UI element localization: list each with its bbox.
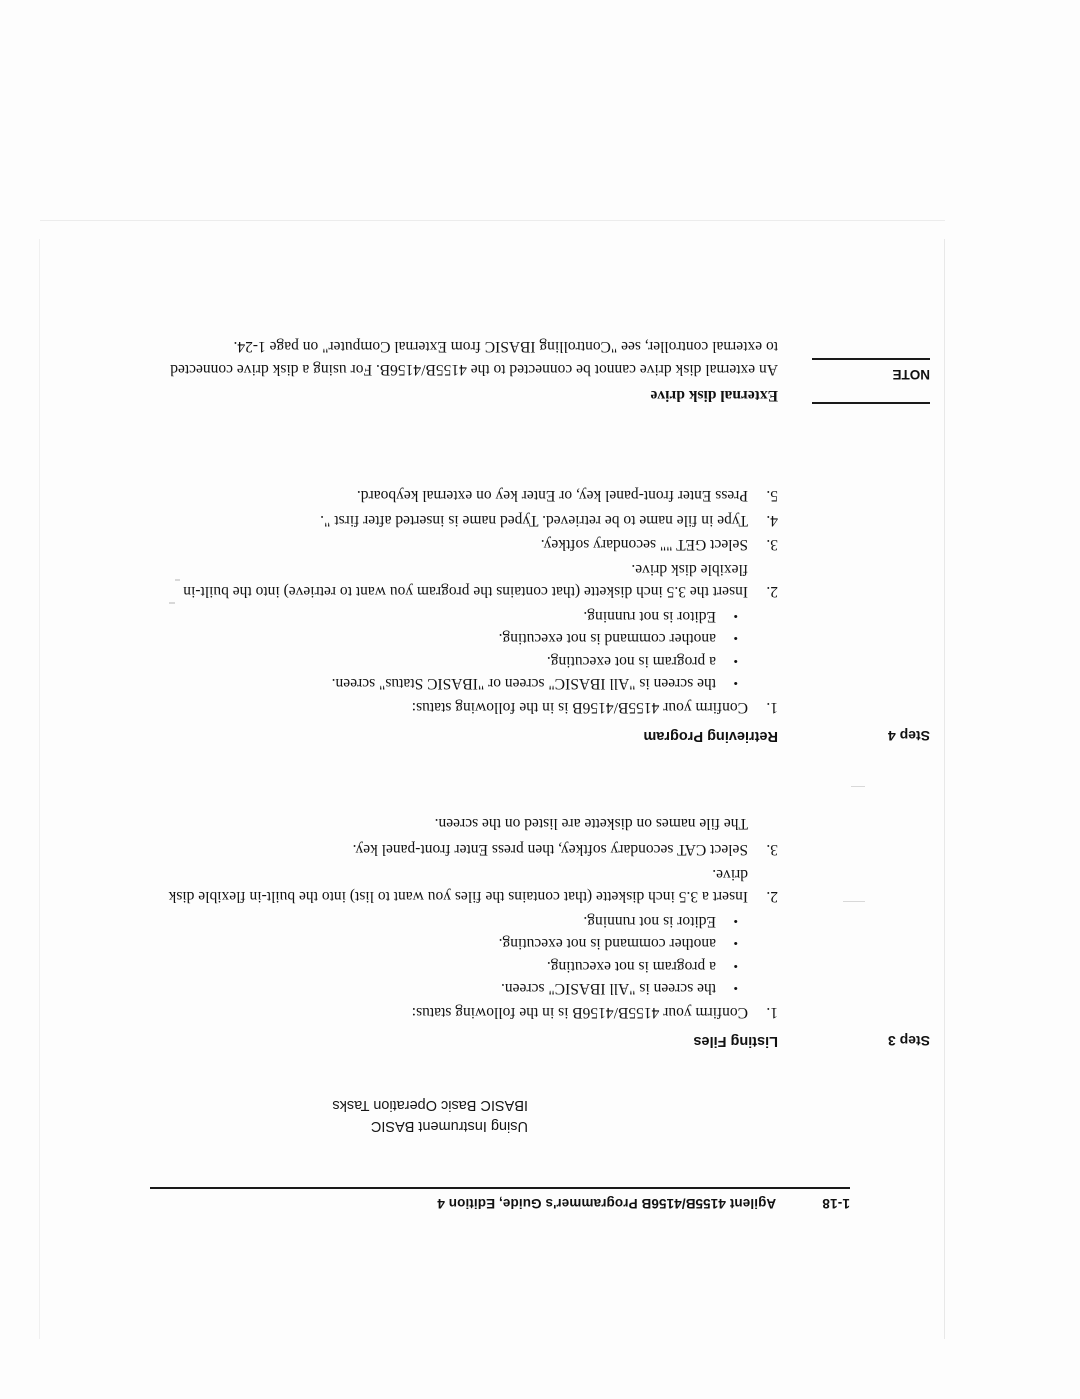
- list-item: [158, 910, 778, 1024]
- bullet-dot-icon: •: [733, 959, 738, 974]
- step-title: Listing Files: [693, 1033, 778, 1049]
- list-item: [158, 863, 778, 908]
- list-item: [158, 605, 778, 719]
- bullet-text: Editor is not running.: [583, 608, 716, 625]
- bullet-dot-icon: •: [733, 914, 738, 929]
- bullet-item: [158, 955, 748, 978]
- breadcrumb-line-2: IBASIC Basic Operation Tasks: [332, 1097, 528, 1113]
- note-rule-bottom: [812, 359, 930, 361]
- step-body: [158, 482, 778, 718]
- bullet-dot-icon: •: [733, 654, 738, 669]
- header-rule: [150, 1187, 850, 1189]
- step-closing-text: The file names on diskette are listed on the screen.: [434, 815, 748, 832]
- list-item-number: 2.: [766, 583, 778, 601]
- step-body: [158, 812, 778, 1024]
- note-body: An external disk drive cannot be connected to the 4155B/4156B. For using a disk drive connected to external controller, see "Controlling IBASIC from External Computer" on page 1-24.: [170, 338, 778, 378]
- note-title: External disk drive: [650, 387, 778, 404]
- bullet-text: a program is not executing.: [546, 653, 716, 670]
- list-item-text: Select GET "" secondary softkey.: [540, 536, 748, 554]
- bullet-dot-icon: •: [733, 631, 738, 647]
- bullet-list: [158, 605, 748, 695]
- list-item-text: Insert the 3.5 inch diskette (that contains the program you want to retrieve) into the built-in flexible disk drive.: [183, 561, 748, 601]
- bullet-list: [158, 910, 748, 1000]
- note-label: NOTE: [892, 367, 930, 382]
- list-item-number: 4.: [766, 512, 778, 529]
- list-item-number: 1.: [766, 699, 778, 716]
- page-header: [150, 1196, 850, 1211]
- list-item-text: Select CAT secondary softkey, then press Enter front-panel key.: [352, 841, 748, 859]
- page-number: 1-18: [822, 1196, 850, 1211]
- bullet-text: another command is not executing.: [498, 935, 716, 953]
- list-item-number: 1.: [766, 1004, 778, 1021]
- list-item: [158, 838, 778, 861]
- bullet-item: [158, 910, 748, 933]
- scan-edge-right: [39, 239, 40, 1339]
- bullet-item: [158, 650, 748, 673]
- bullet-dot-icon: •: [733, 981, 738, 997]
- breadcrumb-line-1: Using Instrument BASIC: [370, 1118, 528, 1134]
- step-label: Step 4: [887, 728, 930, 744]
- list-item: [158, 558, 778, 603]
- bullet-item: [158, 672, 748, 695]
- list-item: [158, 533, 778, 556]
- running-title: Agilent 4155B/4156B Programmer's Guide, Edition 4: [437, 1196, 777, 1211]
- list-item-text: Confirm your 4155B/4156B is in the following status:: [411, 1004, 748, 1021]
- step-list: [158, 838, 778, 1023]
- list-item: [158, 484, 778, 507]
- bullet-text: another command is not executing.: [498, 630, 716, 648]
- list-item-text: Press Enter front-panel key, or Enter key on external keyboard.: [356, 487, 748, 505]
- list-item-text: Confirm your 4155B/4156B is in the following status:: [411, 699, 748, 716]
- list-item-number: 2.: [766, 888, 778, 906]
- list-item-text: Type in file name to be retrieved. Typed name is inserted after first ".: [320, 512, 748, 529]
- bullet-item: [158, 932, 748, 955]
- page-content: [140, 184, 930, 1304]
- bullet-text: a program is not executing.: [546, 958, 716, 975]
- list-item-number: 5.: [766, 487, 778, 505]
- note-rule-top: [812, 403, 930, 405]
- bullet-dot-icon: •: [733, 676, 738, 692]
- list-item: [158, 509, 778, 532]
- breadcrumb: [332, 1094, 528, 1136]
- bullet-item: [158, 605, 748, 628]
- step-title: Retrieving Program: [643, 728, 778, 744]
- step-label: Step 3: [887, 1033, 930, 1049]
- bullet-dot-icon: •: [733, 936, 738, 952]
- list-item-number: 3.: [766, 536, 778, 554]
- step-list: [158, 484, 778, 718]
- list-item-number: 3.: [766, 841, 778, 859]
- scan-edge-left: [944, 239, 945, 1339]
- bullet-dot-icon: •: [733, 609, 738, 624]
- bullet-item: [158, 627, 748, 650]
- list-item-text: Insert a 3.5 inch diskette (that contains the files you want to list) into the built-in flexible disk drive.: [168, 866, 748, 906]
- bullet-text: the screen is "All IBASIC" screen or "IBASIC Status" screen.: [331, 675, 716, 693]
- bullet-item: [158, 977, 748, 1000]
- bullet-text: Editor is not running.: [583, 913, 716, 930]
- bullet-text: the screen is "All IBASIC" screen.: [501, 980, 716, 998]
